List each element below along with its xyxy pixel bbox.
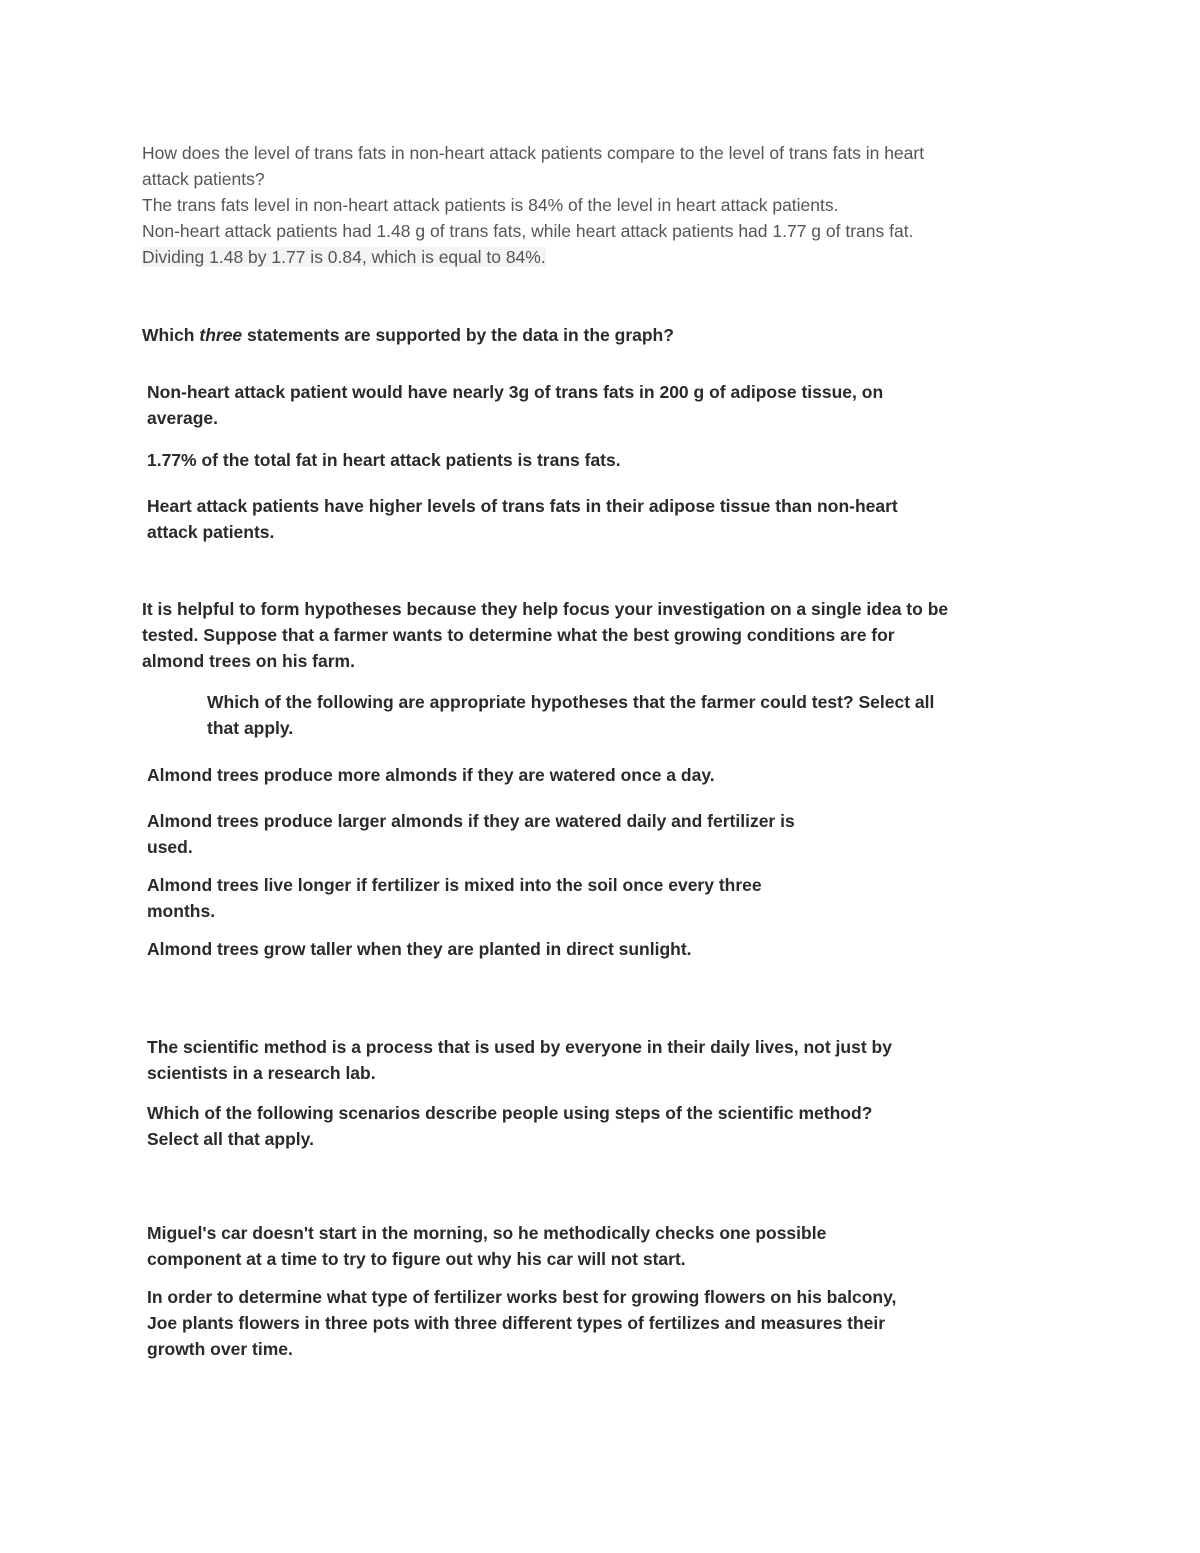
trans-fat-question-line1: How does the level of trans fats in non-heart attack patients compare to the level of trans fats in heart — [142, 143, 925, 163]
hypotheses-intro-line1: It is helpful to form hypotheses because they help focus your investigation on a single idea to be — [142, 599, 949, 619]
graph-option-3[interactable] — [147, 493, 898, 545]
graph-option-1-line1: Non-heart attack patient would have nearly 3g of trans fats in 200 g of adipose tissue, on — [147, 382, 884, 402]
scenario-option-1-line1: Miguel's car doesn't start in the morning, so he methodically checks one possible — [147, 1223, 827, 1243]
trans-fat-answer — [142, 192, 839, 218]
graph-option-2-line1: 1.77% of the total fat in heart attack patients is trans fats. — [147, 450, 621, 470]
hypotheses-intro-line2: tested. Suppose that a farmer wants to determine what the best growing conditions are for — [142, 625, 895, 645]
hypothesis-option-3-line1: Almond trees live longer if fertilizer is mixed into the soil once every three — [147, 875, 762, 895]
scenario-option-2[interactable] — [147, 1284, 896, 1362]
graph-option-3-line2: attack patients. — [147, 522, 275, 542]
hypothesis-option-1-line1: Almond trees produce more almonds if they are watered once a day. — [147, 765, 715, 785]
hypothesis-option-4-line1: Almond trees grow taller when they are planted in direct sunlight. — [147, 939, 692, 959]
hypothesis-option-2[interactable] — [147, 808, 795, 860]
scientific-method-question-line1: Which of the following scenarios describe people using steps of the scientific method? — [147, 1103, 873, 1123]
hypothesis-option-3[interactable] — [147, 872, 762, 924]
graph-option-1-line2: average. — [147, 408, 219, 428]
scenario-option-2-line3: growth over time. — [147, 1339, 293, 1359]
hypotheses-question — [207, 689, 934, 741]
scenario-option-1-line2: component at a time to try to figure out why his car will not start. — [147, 1249, 686, 1269]
trans-fat-explanation-line2 — [142, 244, 546, 270]
graph-option-1[interactable] — [147, 379, 883, 431]
scientific-method-question — [147, 1100, 872, 1152]
scenario-option-2-line2: Joe plants flowers in three pots with three different types of fertilizes and measures their — [147, 1313, 886, 1333]
hypotheses-intro — [142, 596, 948, 674]
trans-fat-explanation — [142, 218, 913, 270]
hypotheses-question-line1: Which of the following are appropriate hypotheses that the farmer could test? Select all — [207, 692, 935, 712]
question-prefix: Which — [142, 325, 195, 345]
scientific-method-intro — [147, 1034, 892, 1086]
hypothesis-option-4[interactable] — [147, 936, 692, 962]
hypotheses-intro-line3: almond trees on his farm. — [142, 651, 355, 671]
scientific-method-question-line2: Select all that apply. — [147, 1129, 314, 1149]
question-emphasis: three — [199, 325, 243, 345]
trans-fat-explanation-line1: Non-heart attack patients had 1.48 g of trans fats, while heart attack patients had 1.77 g of trans fat. — [142, 221, 914, 241]
graph-statements-question — [142, 322, 674, 348]
hypothesis-option-3-line2: months. — [147, 901, 216, 921]
scenario-option-2-line1: In order to determine what type of fertilizer works best for growing flowers on his balcony, — [147, 1287, 897, 1307]
scenario-option-1[interactable] — [147, 1220, 826, 1272]
question-suffix: statements are supported by the data in the graph? — [247, 325, 674, 345]
hypothesis-option-1[interactable] — [147, 762, 715, 788]
scientific-method-intro-line1: The scientific method is a process that is used by everyone in their daily lives, not just by — [147, 1037, 892, 1057]
hypotheses-question-line2: that apply. — [207, 718, 294, 738]
highlighted-text: Dividing 1.48 by 1.77 is 0.84, which is equal to 84%. — [142, 247, 546, 267]
trans-fat-question-line2: attack patients? — [142, 169, 265, 189]
graph-option-3-line1: Heart attack patients have higher levels of trans fats in their adipose tissue than non-heart — [147, 496, 898, 516]
trans-fat-question — [142, 140, 924, 192]
scientific-method-intro-line2: scientists in a research lab. — [147, 1063, 376, 1083]
trans-fat-answer-text: The trans fats level in non-heart attack patients is 84% of the level in heart attack patients. — [142, 195, 839, 215]
hypothesis-option-2-line2: used. — [147, 837, 193, 857]
hypothesis-option-2-line1: Almond trees produce larger almonds if they are watered daily and fertilizer is — [147, 811, 795, 831]
graph-option-2[interactable] — [147, 447, 621, 473]
